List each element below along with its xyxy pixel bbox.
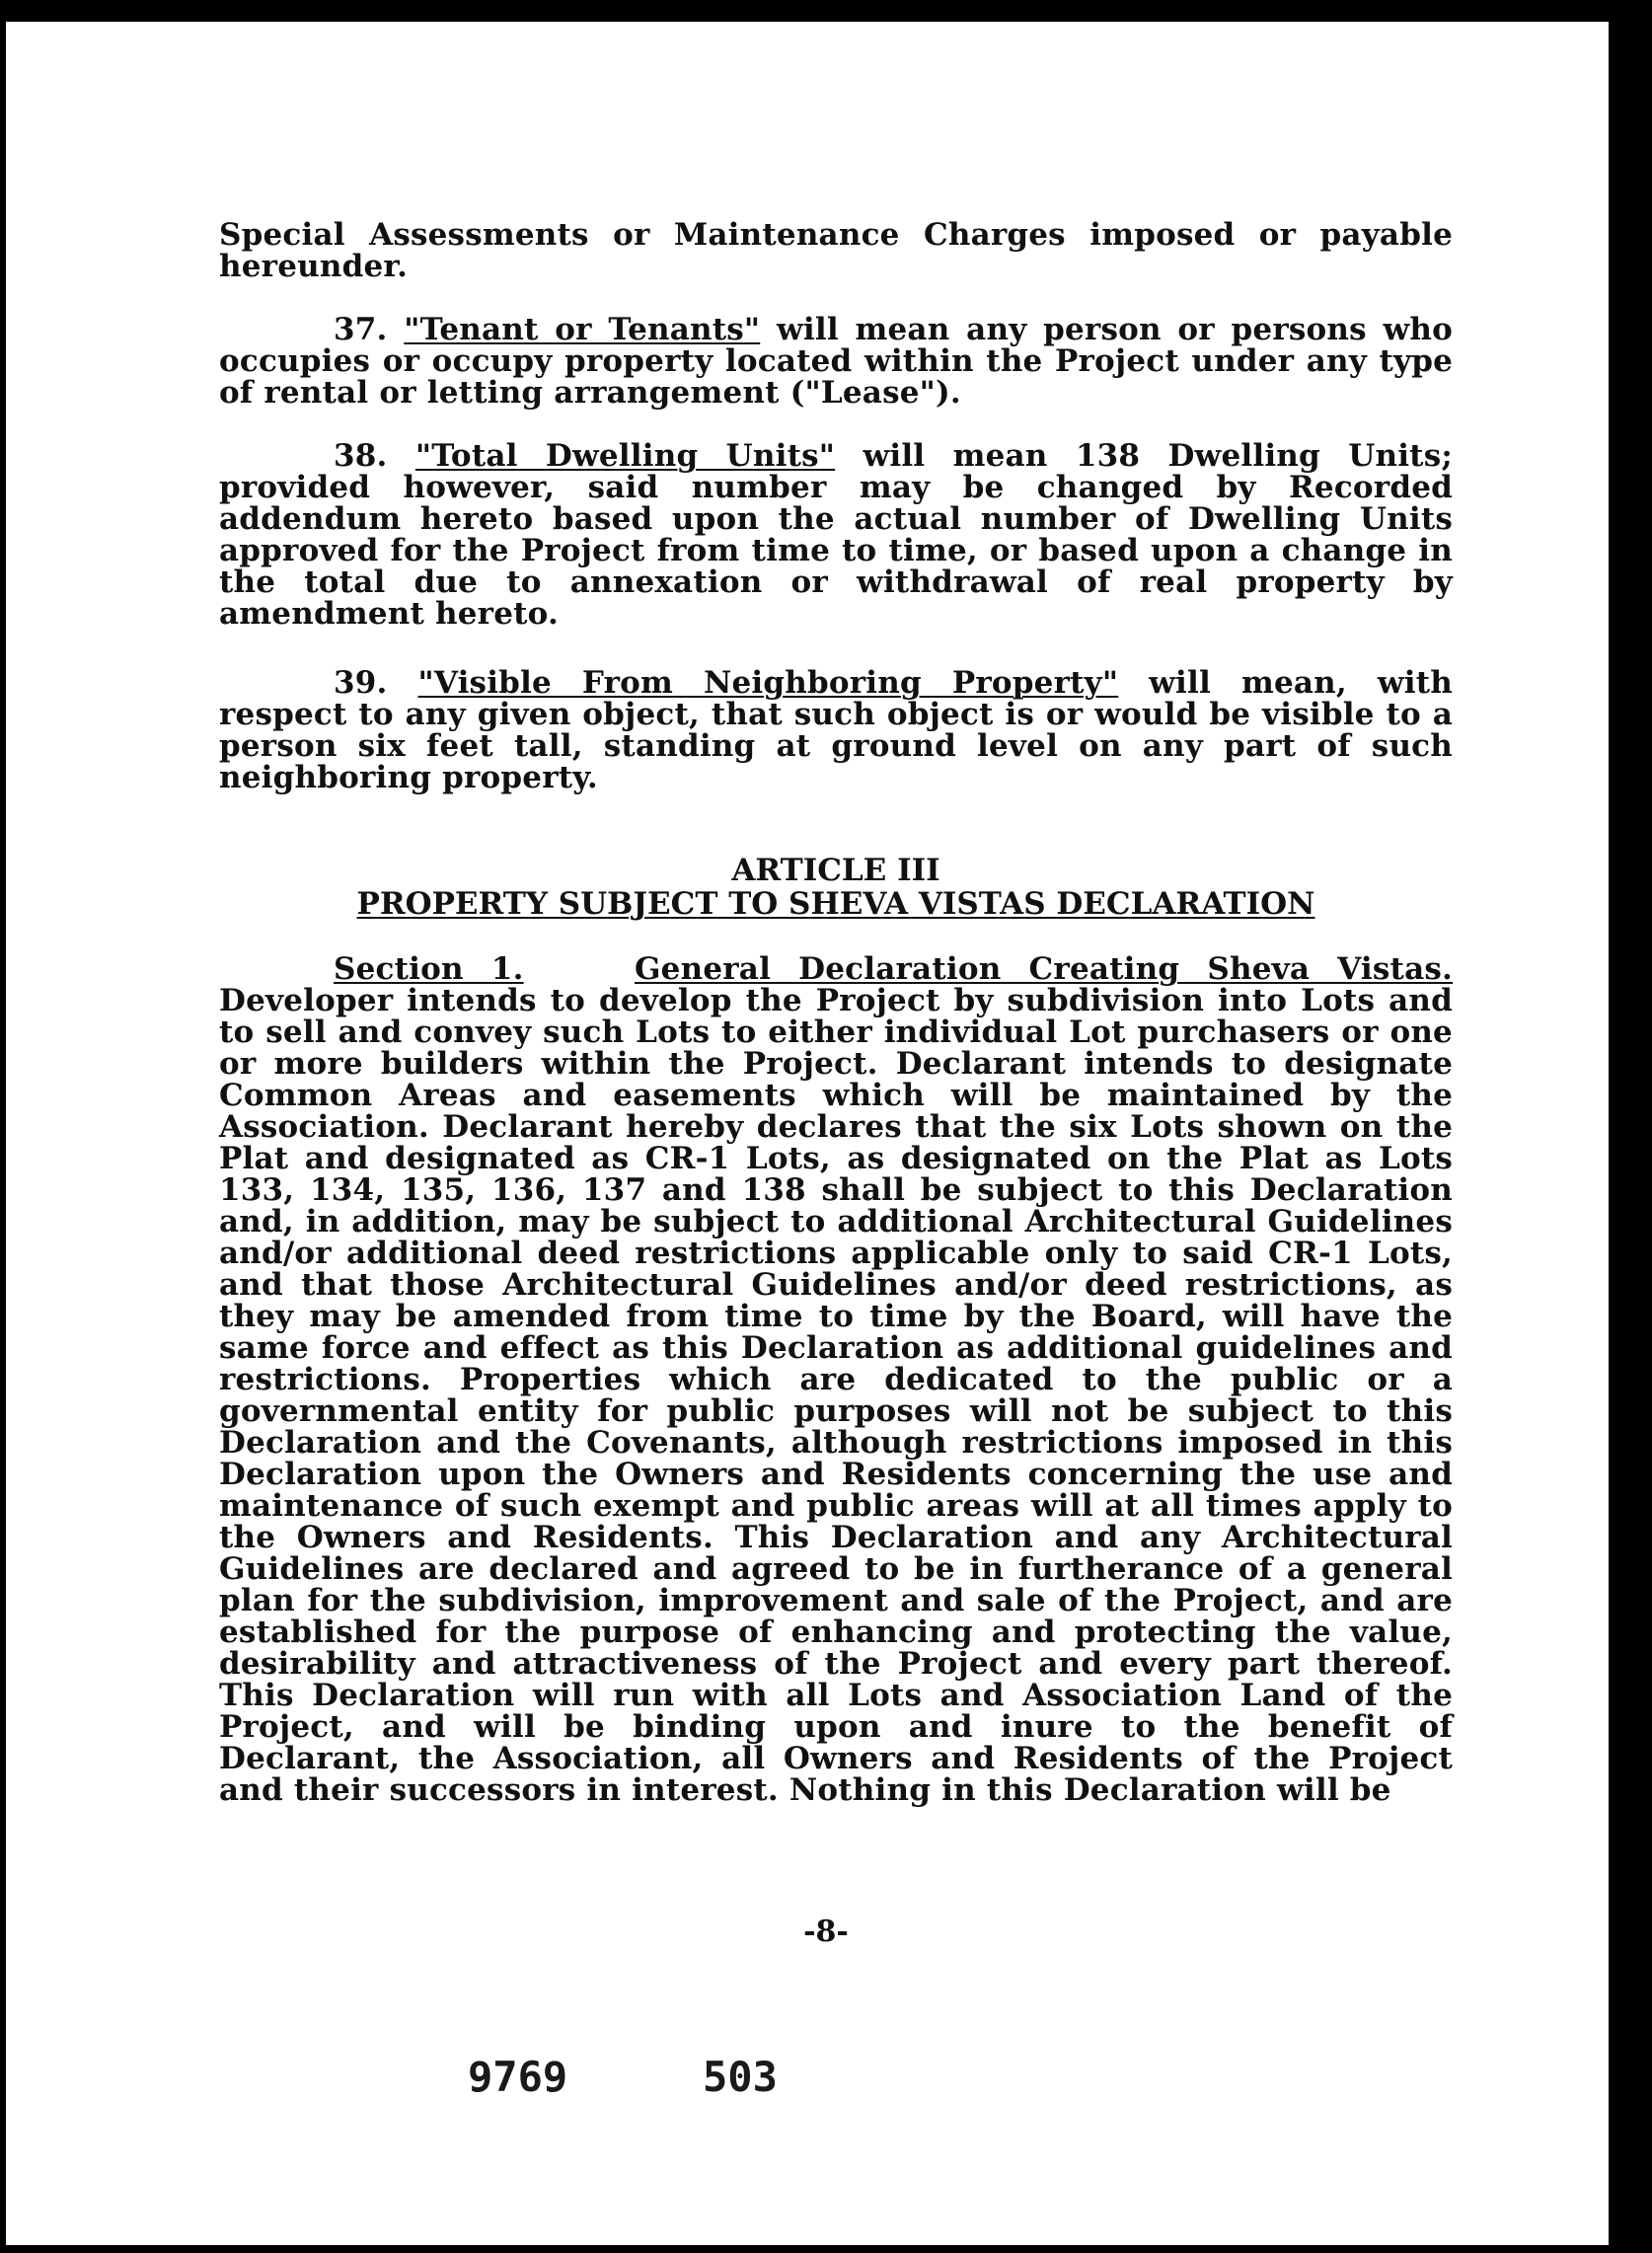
section-text: Developer intends to develop the Project by subdivision into Lots and to sell and convey such Lots to either individual Lot purchasers or one or more builders within the Project. Declarant intends to designate Common Areas and easements which will be maintained by the Association. Declarant hereby declares that the six Lots shown on the Plat and designated as CR-1 Lots, as designated on the Plat as Lots 133, 134, 135, 136, 137 and 138 shall be subject to this Declaration and, in addition, may be subject to additional Architectural Guidelines and/or additional deed restrictions applicable only to said CR-1 Lots, and that those Architectural Guidelines and/or deed restrictions, as they may be amended from time to time by the Board, will have the same force and effect as this Declaration as additional guidelines and restrictions. Properties which are dedicated to the public or a governmental entity for public purposes will not be subject to this Declaration and the Covenants, although restrictions imposed in this Declaration upon the Owners and Residents concerning the use and maintenance of such exempt and public areas will at all times apply to the Owners and Residents. This Declaration and any Architectural Guidelines are declared and agreed to be in furtherance of a general plan for the subdivision, improvement and sale of the Project, and are established for the purpose of enhancing and protecting the value, desirability and attractiveness of the Project and every part thereof. This Declaration will run with all Lots and Association Land of the Project, and will be binding upon and inure to the benefit of Declarant, the Association, all Owners and Residents of the Project and their successors in interest. Nothing in this Declaration will be <box>219 983 1453 1808</box>
definition-38 <box>219 440 1453 630</box>
section-label: Section 1. <box>334 951 524 987</box>
definition-number: 37. <box>334 312 388 347</box>
recording-stamp-left: 9769 <box>468 2053 568 2101</box>
defined-term: "Total Dwelling Units" <box>414 438 836 474</box>
recording-stamp-right: 503 <box>703 2053 778 2101</box>
article-subtitle <box>219 888 1453 920</box>
page-number: -8- <box>803 1915 849 1949</box>
scan-border-bottom <box>0 2245 1652 2253</box>
definition-37 <box>219 314 1453 409</box>
definition-number: 39. <box>334 665 388 701</box>
section-1 <box>219 953 1453 1806</box>
defined-term: "Tenant or Tenants" <box>404 312 761 347</box>
section-heading: General Declaration Creating Sheva Vistas. <box>635 951 1454 987</box>
definition-text: will mean any person or persons who occupies or occupy property located within the Project under any type of rental or letting arrangement ("Lease"). <box>219 312 1453 411</box>
definition-number: 38. <box>334 438 388 474</box>
article-title: ARTICLE III <box>731 853 940 888</box>
article-subtitle-text: PROPERTY SUBJECT TO SHEVA VISTAS DECLARATION <box>356 886 1315 922</box>
continued-paragraph-text: Special Assessments or Maintenance Charges imposed or payable hereunder. <box>219 217 1453 284</box>
defined-term: "Visible From Neighboring Property" <box>417 665 1119 701</box>
scan-border-top <box>0 0 1652 22</box>
continued-paragraph <box>219 219 1453 282</box>
definition-39 <box>219 667 1453 793</box>
definition-text: will mean, with respect to any given object, that such object is or would be visible to a person six feet tall, standing at ground level on any part of such neighboring property. <box>219 665 1453 795</box>
definition-text: will mean 138 Dwelling Units; provided however, said number may be changed by Recorded addendum hereto based upon the actual number of Dwelling Units approved for the Project from time to time, or based upon a change in the total due to annexation or withdrawal of real property by amendment hereto. <box>219 438 1453 632</box>
